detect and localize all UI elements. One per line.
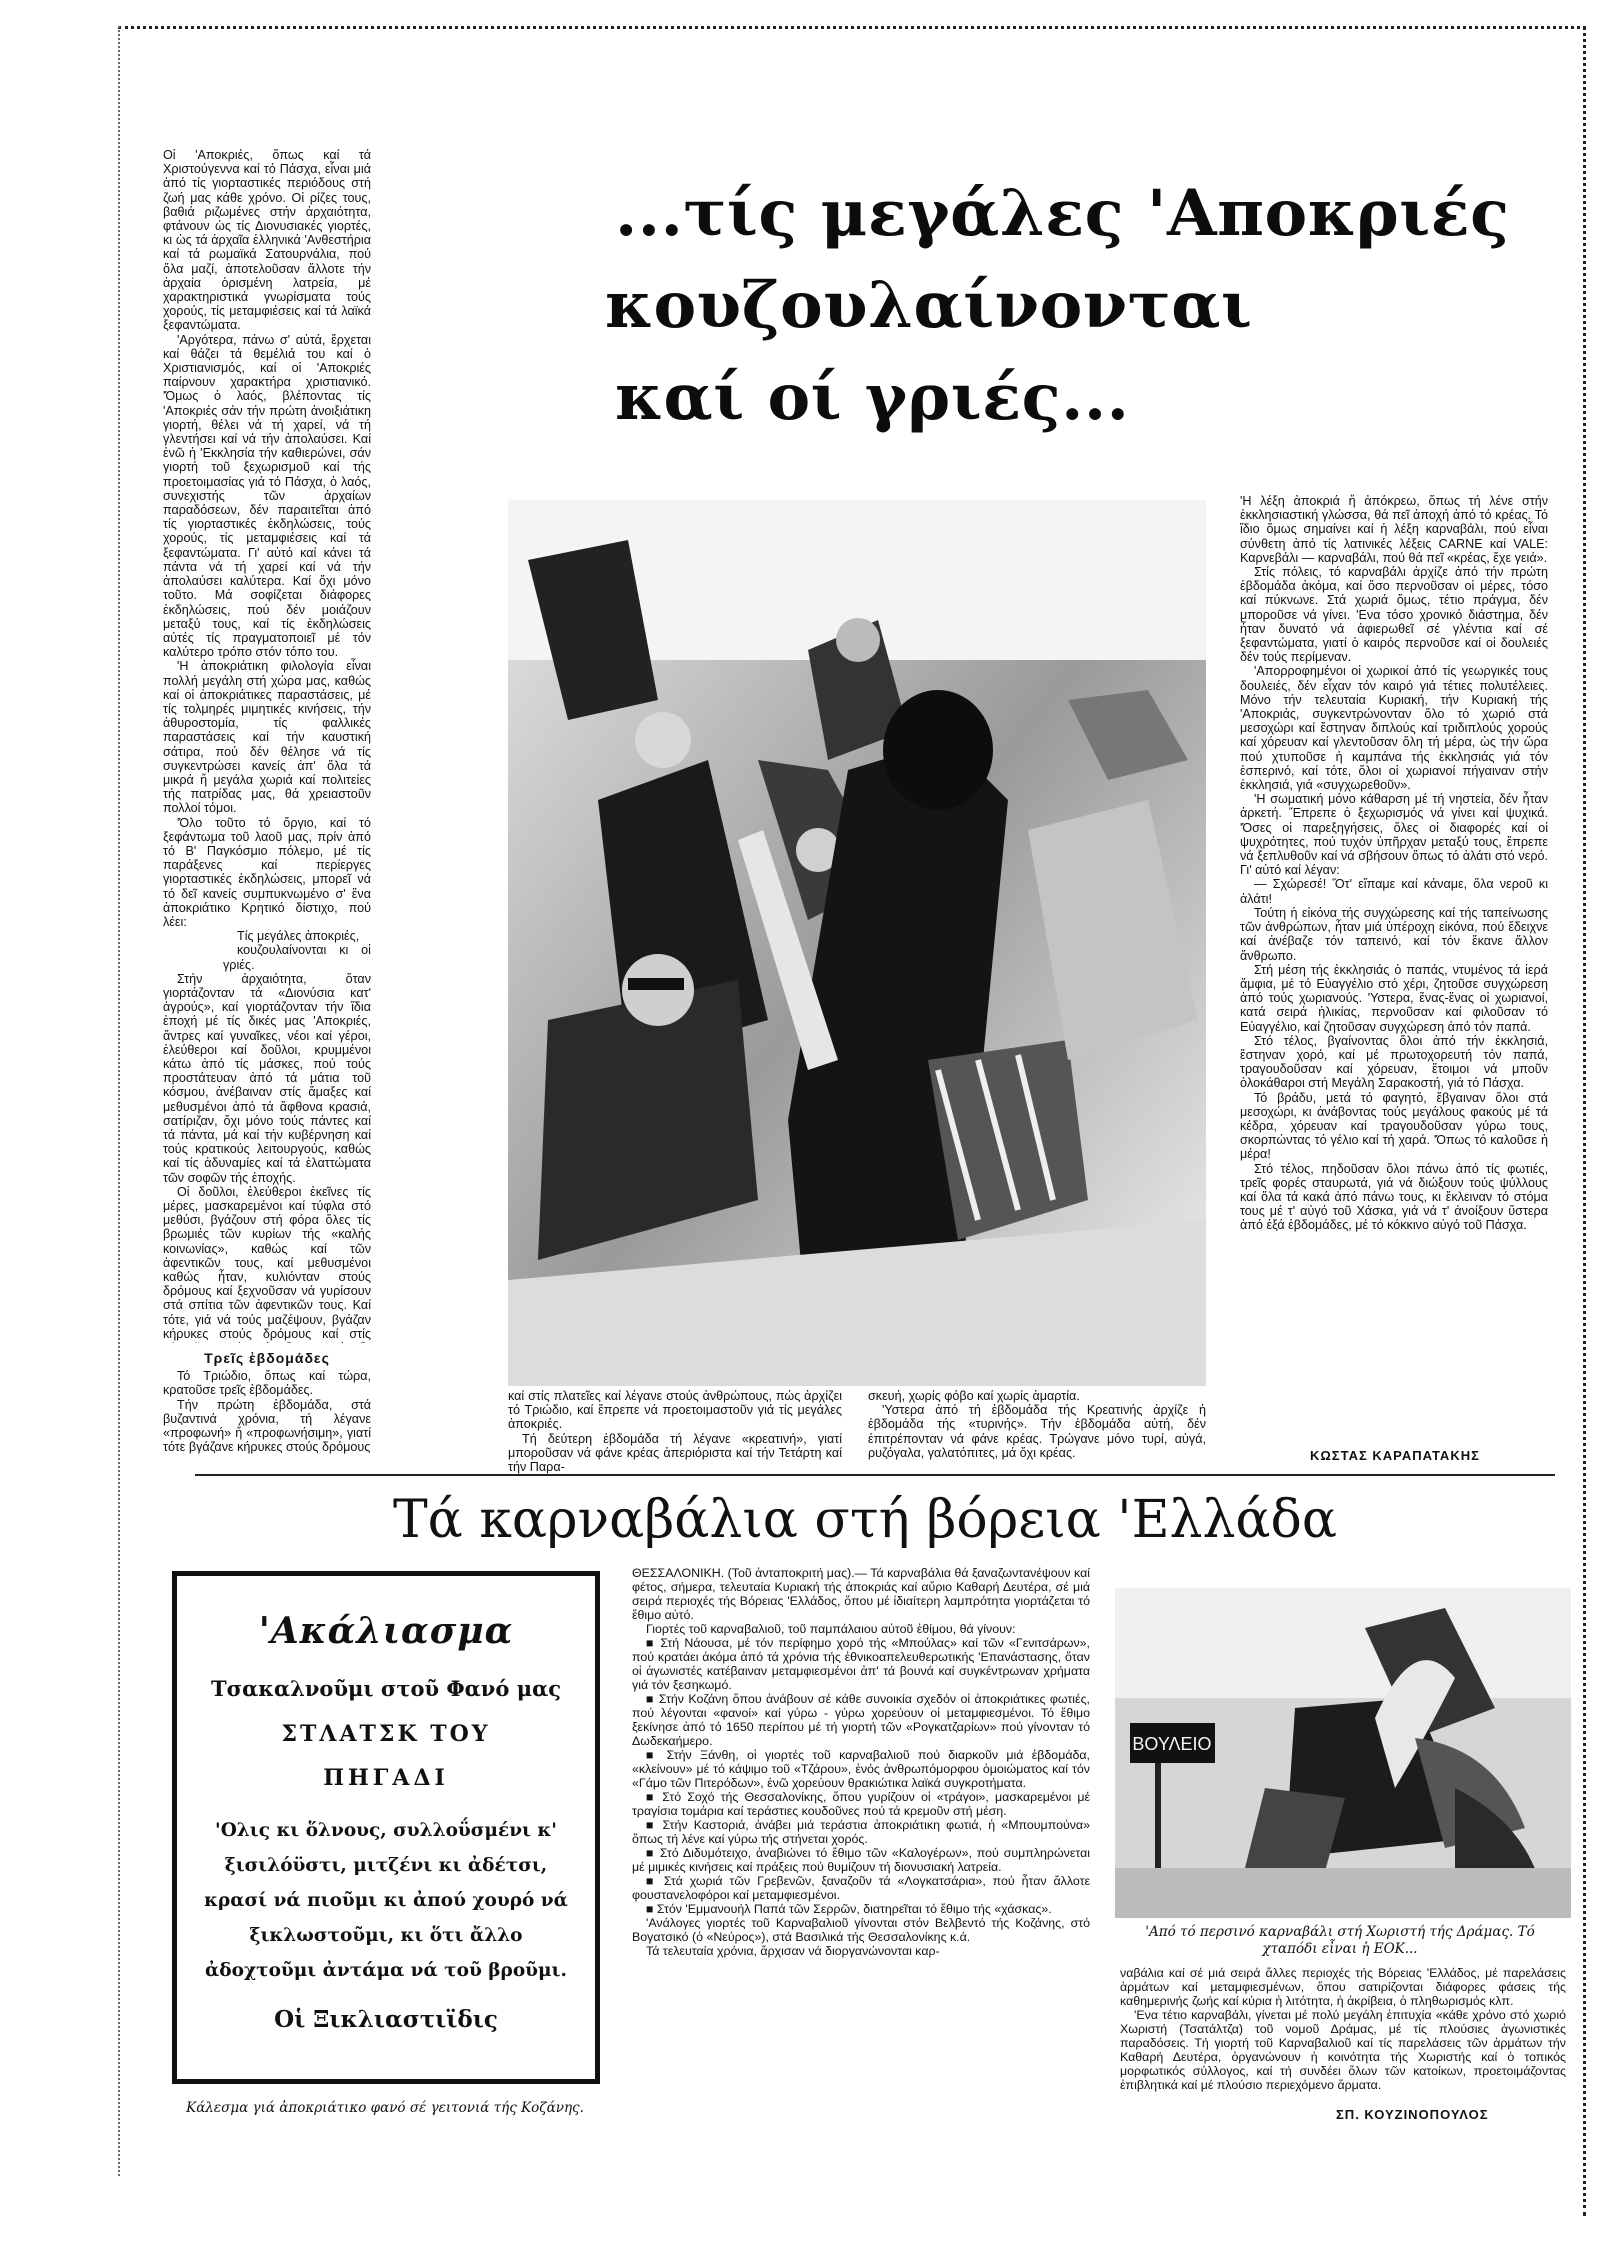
headline-line: ...τίς μεγάλες 'Αποκριές xyxy=(615,176,1510,251)
article1-column-4 xyxy=(1240,494,1548,1434)
headline-line: κουζουλαίνονται xyxy=(605,268,1253,343)
paragraph: Τή δεύτερη ἑβδομάδα τή λέγανε «κρεατινή», γιατί μποροῦσαν νά φάνε κρέας ἀπεριόριστα καί τήν Τετάρτη καί τήν Παρα- xyxy=(508,1431,842,1475)
carnival-photo-image xyxy=(508,500,1206,1386)
paragraph: Τούτη ἡ εἰκόνα τής συγχώρεσης καί τής ταπείνωσης τῶν ἀνθρώπων, ἦταν μιά ὑπέροχη εἰκόνα, πού ἔδειχνε καί ἀνέβαζε τόν ταπεινό, καί τόν ἔκανε ἄλλον ἄνθρωπο. xyxy=(1240,905,1548,963)
paragraph: Οἱ 'Αποκριές, ὅπως καί τά Χριστούγεννα καί τό Πάσχα, εἶναι μιά ἀπό τίς γιορταστικές περιόδους στή ζωή μας κάθε χρόνο. Οἱ ρίζες τους, βαθιά ριζωμένες στήν ἀρχαιότητα, φτάνουν ὡς τίς Διονυσιακές γιορτές, κι ὡς τά ἀρχαῖα ἑλληνικά 'Ανθεστήρια καί τά ρωμαϊκά Σατουρνάλια, πού ὅλα μαζί, ἀποτελοῦσαν ἄλλοτε τήν ἀρχαία ὁρισμένη λατρεία, μέ χαρακτηριστικά γνωρίσματα τούς χορούς, τίς μεταμφιέσεις καί τά λαϊκά ξεφαντώματα. xyxy=(163,148,371,333)
paragraph: ■ Στήν Ξάνθη, οἱ γιορτές τοῦ καρναβαλιοῦ πού διαρκοῦν μιά ἑβδομάδα, «κλείνουν» μέ τό κάψιμο τοῦ «Τζάρου», ἑνός ἀνθρωπόμορφου ὁμοιώματος καί τόν «Γάμο τῶν Πιτερόδων», ἐνῶ χορεύουν θρακιώτικα λαϊκά συγκροτήματα. xyxy=(632,1748,1090,1790)
paragraph: 'Η σωματική μόνο κάθαρση μέ τή νηστεία, δέν ἦταν ἀρκετή. Ἔπρεπε ὁ ξεχωρισμός νά γίνει καί ψυχικά. 'Όσες οἱ παρεξηγήσεις, ὅλες οἱ διαφορές καί οἱ ψυχρότητες, πού τυχόν ὑπῆρχαν μεταξύ τους, ἔπρεπε νά ξεπλυθοῦν καί νά σβήσουν ὅπως τό ἀλάτι στό νερό. Γι' αὐτό καί λέγαν: xyxy=(1240,792,1548,878)
paragraph: ■ Στήν Καστοριά, ἀνάβει μιά τεράστια ἀποκριάτικη φωτιά, ἡ «Μπουμπούνα» ὅπως τή λένε καί γύρω τής στήνεται χορός. xyxy=(632,1818,1090,1846)
paragraph: 'Όλο τοῦτο τό ὄργιο, καί τό ξεφάντωμα τοῦ λαοῦ μας, πρίν ἀπό τό Β' Παγκόσμιο πόλεμο, μέ τίς παράξενες καί περίεργες γιορταστικές ἐκδηλώσεις, μπορεῖ νά τό δεῖ κανείς συμπυκνωμένο σ' ἕνα ἀποκριάτικο Κρητικό δίστιχο, πού λέει: xyxy=(163,815,371,929)
paragraph: ■ Στό Διδυμότειχο, ἀναβιώνει τό ἔθιμο τῶν «Καλογέρων», πού συμπληρώνεται μέ μιμικές κινήσεις καί πράξεις πού θυμίζουν τή διονυσιακή λατρεία. xyxy=(632,1846,1090,1874)
paragraph: Στό τέλος, βγαίνοντας ὅλοι ἀπό τήν ἐκκλησιά, ἔστηναν χορό, καί μέ πρωτοχορευτή τόν παπά, τραγουδοῦσαν καί χόρευαν, ἕτοιμοι νά μποῦν ὁλοκάθαροι στή Μεγάλη Σαρακοστή, γιά τό Πάσχα. xyxy=(1240,1033,1548,1091)
paragraph: Στή μέση τής ἐκκλησιάς ὁ παπάς, ντυμένος τά ἱερά ἄμφια, μέ τό Εὐαγγέλιο στό χέρι, ζητοῦσε συγχώρεση ἀπό τούς χωριανούς. 'Υστερα, ἕνας-ἕνας οἱ χωριανοί, κατά σειρά ἡλικίας, περνοῦσαν καί φιλοῦσαν τό Εὐαγγέλιο, καί ζητοῦσαν συγχώρεση ἀπό τόν παπά. xyxy=(1240,962,1548,1034)
article2-column-1 xyxy=(632,1566,1090,2096)
paragraph: 'Αργότερα, πάνω σ' αὐτά, ἔρχεται καί θάζει τά θεμέλιά του καί ὁ Χριστιανισμός, καί οἱ 'Αποκριές παίρνουν χαρακτήρα χριστιανικό. 'Όμως ὁ λαός, βλέποντας τίς 'Αποκριές σάν τήν πρώτη ἀνοιξιάτικη γιορτή, θέλει νά τή χαρεί, νά τή γλεντήσει καί νά τήν ἀπολαύσει. Καί ἐνῶ ἡ 'Εκκλησία τήν καθιερώνει, σάν γιορτή τοῦ ξεχωρισμοῦ καί τής προετοιμασίας γιά τό Πάσχα, ὁ λαός, συνεχιστής τῶν ἀρχαίων παραδόσεων, δέν παραιτεῖται ἀπό τίς γιορταστικές ἐκδηλώσεις, τούς χορούς, τίς μεταμφιέσεις καί τά ξεφαντώματα. Γι' αὐτό καί κάνει τά πάντα νά τή χαρεί καί νά τήν ἀπολαύσει καλύτερα. Καί ὄχι μόνο τοῦτο. Μά σοφίζεται διάφορες ἐκδηλώσεις, πού δέν μοιάζουν μεταξύ τους, καί τίς ἐκδηλώσεις αὐτές τίς πραγματοποιεῖ μέ τόν καλύτερο τρόπο στόν τόπο του. xyxy=(163,332,371,660)
photo-sign-text: ΒΟΥΛΕΙΟ xyxy=(1132,1734,1212,1754)
paragraph: ■ Στό Σοχό τής Θεσσαλονίκης, ὅπου γυρίζουν οἱ «τράγοι», μασκαρεμένοι μέ τραγίσια τομάρια καί τεράστιες κουδοῦνες πού τά κρεμοῦν στή μέση. xyxy=(632,1790,1090,1818)
paragraph: Γιορτές τοῦ καρναβαλιοῦ, τοῦ παμπάλαιου αὐτοῦ ἐθίμου, θά γίνουν: xyxy=(646,1622,1016,1636)
paragraph: Οἱ δοῦλοι, ἐλεύθεροι ἐκεῖνες τίς μέρες, μασκαρεμένοι καί τύφλα στό μεθύσι, βγάζουν στή φόρα ὅλες τίς βρωμιές τῶν κυρίων τής «καλής κοινωνίας», καθώς καί τῶν ἀφεντικῶν τους, καί μεθυσμένοι καθώς ἦταν, κυλιόνταν στούς δρόμους καί ξεχνοῦσαν νά γυρίσουν στά σπίτια τῶν ἀφεντικῶν τους. Καί τότε, γιά νά τούς μαζέψουν, βγάζαν κήρυκες στούς δρόμους καί στίς xyxy=(163,1184,371,1341)
article1-byline: ΚΩΣΤΑΣ ΚΑΡΑΠΑΤΑΚΗΣ xyxy=(1310,1448,1480,1463)
headline-line: καί οί γριές... xyxy=(615,360,1130,435)
paragraph: ΘΕΣΣΑΛΟΝΙΚΗ. (Τοῦ ἀνταποκριτή μας).— Τά καρναβάλια θά ξαναζωντανέψουν καί φέτος, σήμερα, τελευταία Κυριακή τής ἀποκριάς καί αὔριο Καθαρή Δευτέρα, σέ μιά σειρά περιοχές τής Βόρειας 'Ελλάδος, ὅπου μέ ἰδιαίτερη λαμπρότητα γιορτάζεται τό ἔθιμο αὐτό. xyxy=(632,1566,1090,1622)
article1-column-3-bottom xyxy=(868,1389,1206,1460)
right-border xyxy=(1583,26,1586,2216)
invitation-ad xyxy=(172,1571,600,2084)
ad-title: 'Ακάλιασμα xyxy=(258,1610,514,1652)
poem-line: Τίς μεγάλες ἀποκριές, xyxy=(237,929,360,944)
paragraph: 'Απορροφημένοι οἱ χωρικοί ἀπό τίς γεωργικές τους δουλειές, δέν εἶχαν τόν καιρό γιά τέτιες πολυτέλειες. Μόνο τήν τελευταία Κυριακή, τήν Κυριακή τής 'Αποκριάς, συγκεντρώνονταν ὅλο τό χωριό στά μεσοχώρι καί ἔστηναν διπλούς καί τριδιπλούς χορούς καί χόρευαν καί γλεντοῦσαν ὅλη τή μέρα, ὡς τήν ὥρα πού χτυποῦσε ἡ καμπάνα τής ἐκκλησιάς γιά τόν ἑσπερινό, καί τότε, ὅλοι οἱ χωριανοί πήγαιναν στήν ἐκκλησιά, γιά «συγχωρεθοῦν». xyxy=(1240,664,1548,793)
paragraph: 'Ανάλογες γιορτές τοῦ Καρναβαλιοῦ γίνονται στόν Βελβεντό τής Κοζάνης, στό Βογατσικό (ὁ «Νεύρος»), στά Βασιλικά τής Θεσσαλονίκης κ.ά. xyxy=(632,1916,1090,1944)
paragraph: 'Υστερα ἀπό τή ἑβδομάδα τής Κρεατινής ἀρχίζε ἡ ἑβδομάδα τής «τυρινής». Τήν ἑβδομάδα αὐτή, δέν ἐπιτρέπονταν νά φάνε κρέας. Τρώγανε μόνο τυρί, αὐγά, ρυζόγαλα, γαλατόπιτες, μά ὄχι κρέας. xyxy=(868,1403,1206,1460)
paragraph: ■ Στόν 'Εμμανουήλ Παπά τῶν Σερρῶν, διατηρεῖται τό ἔθιμο τής «χάσκας». xyxy=(646,1902,1052,1916)
chorisi-carnival-photo xyxy=(1115,1588,1571,1918)
paragraph: σκευή, χωρίς φόβο καί χωρίς ἁμαρτία. xyxy=(868,1389,1080,1403)
paragraph: 'Ενα τέτιο καρναβάλι, γίνεται μέ πολύ μεγάλη ἐπιτυχία «κάθε χρόνο στό χωριό Χωριστή (Τσατάλτζα) τοῦ νομοῦ Δράμας, μέ τίς πλούσιες ἀγωνιστικές παραδόσεις. Τή γιορτή τοῦ Καρναβαλιοῦ καί τίς παρελάσεις τῶν ἁρμάτων τήν Καθαρή Δευτέρα, ὀργανώνουν ἡ κοινότητα τής Χωριστής καί ὁ τοπικός μορφωτικός σύλλογος, καί τή συνδέει ὅλων τῶν κατοίκων, προετοιμάζοντας ἐπιβλητικά καί μέ πλούσιο περιεχόμενο ἅρματα. xyxy=(1120,2008,1566,2092)
ad-signature: Οἱ Ξικλιαστιϊδις xyxy=(274,2006,498,2033)
paragraph: 'Η ἀποκριάτικη φιλολογία εἶναι πολλή μεγάλη στή χώρα μας, καθώς καί οἱ ἀποκριάτικες παραστάσεις, μέ τίς τολμηρές μιμητικές κινήσεις, τήν ἀθυροστομία, τίς φαλλικές παραστάσεις καί τήν καυστική σάτιρα, πού δέν θέλησε νά τίς συγκεντρώσει κανείς ἀπ' ὅλα τά μικρά ἤ μεγάλα χωριά καί πολιτείες τής πατρίδας μας, θά χρειαστοῦν πολλοί τόμοι. xyxy=(163,659,371,816)
article1-column-1-tail xyxy=(163,1345,371,1454)
paragraph: Στίς πόλεις, τό καρναβάλι ἀρχίζε ἀπό τήν πρώτη ἑβδομάδα ἀκόμα, καί ὅσο περνοῦσαν οἱ μέρες, τόσο καί πύκνωνε. Στά χωριά ὅμως, τέτιο πράγμα, δέν μποροῦσε νά γίνει. 'Ενα τόσο χρονικό διάστημα, δέν ἦταν δυνατό νά ἀφιερωθεῖ σέ γλέντια καί σέ ξεφαντώματα, γιατί ὁ καιρός περνοῦσε καί οἱ δουλειές δέν τούς περίμεναν. xyxy=(1240,565,1548,665)
paragraph: Στήν ἀρχαιότητα, ὅταν γιορτάζονταν τά «Διονύσια κατ' ἀγρούς», καί γιορτάζονταν τήν ἴδια ἐποχή μέ τίς δικές μας 'Αποκριές, ἄντρες καί γυναῖκες, νέοι καί γέροι, ἐλεύθεροι καί δοῦλοι, κρυμμένοι κάτω ἀπό τίς μάσκες, πού τούς προστάτευαν ἀπό τά μάτια τοῦ κόσμου, ἀνέβαιναν στίς ἅμαξες καί μεθυσμένοι ἀπό τά ἄφθονα κρασιά, σατίριζαν, ὄχι μόνο τούς πάντες καί τά πάντα, μά καί τήν κυβέρνηση καί τούς κρατικούς λειτουργούς, καθώς καί τίς ἀδυναμίες καί τά ἐλαττώματα τῶν σοφῶν τής ἐποχής. xyxy=(163,971,371,1185)
paragraph: ναβάλια καί σέ μιά σειρά ἄλλες περιοχές τής Βόρειας 'Ελλάδος, μέ παρελάσεις ἁρμάτων καί μεταμφιεσμένων, ὅπου σατιρίζονται διάφορες φάσεις τής καθημερινής ζωής καί κύρια ἡ λιτότητα, ἡ ἀκρίβεια, ὁ πληθωρισμός κλπ. xyxy=(1120,1966,1566,2008)
article2-headline: Τά καρναβάλια στή βόρεια 'Ελλάδα xyxy=(393,1490,1337,1550)
paragraph: 'Η λέξη ἀποκριά ἤ ἀπόκρεω, ὅπως τή λένε στήν ἐκκλησιαστική γλώσσα, θά πεῖ ἀποχή ἀπό τό κρέας. Τό ἴδιο ὅμως σημαίνει καί ἡ λέξη καρναβάλι, πού εἶναι σύνθετη ἀπό τίς λατινικές λέξεις CARNE καί VALE: Καρνεβάλι — καρναβάλι, πού θά πεῖ «κρέας, ἔχε γειά». xyxy=(1240,494,1548,565)
carnival-photo xyxy=(508,500,1206,1386)
left-border xyxy=(118,26,120,2176)
paragraph: καί στίς πλατεῖες καί λέγανε στούς ἀνθρώπους, πώς ἀρχίζει τό Τριώδιο, καί ἔπρεπε νά προετοιμαστοῦν γιά τίς μεγάλες ἀποκριές. xyxy=(508,1389,842,1432)
paragraph: Τό βράδυ, μετά τό φαγητό, ἔβγαιναν ὅλοι στά μεσοχώρι, κι ἀνάβοντας τούς μεγάλους φακούς μέ τά κέδρα, χόρευαν καί τραγουδοῦσαν γύρω τους, σκορπώντας τό γέλιο καί τή χαρά. 'Όπως τό καλοῦσε ἡ μέρα! xyxy=(1240,1090,1548,1162)
poem-line: κουζουλαίνονται κι οἱ γριές. xyxy=(223,943,371,972)
top-border xyxy=(118,26,1580,29)
paragraph: Τήν πρώτη ἑβδομάδα, στά βυζαντινά χρόνια, τή λέγανε «προφωνή» ἤ «προφωνήσιμη», γιατί τότε βγάζανε κήρυκες στούς δρόμους xyxy=(163,1397,371,1455)
ad-caption: Κάλεσμα γιά ἀποκριάτικο φανό σέ γειτονιά τής Κοζάνης. xyxy=(186,2100,584,2116)
article1-column-2-bottom xyxy=(508,1389,842,1474)
article1-column-1 xyxy=(163,148,371,1343)
ad-line: ΣΤΛΑΤΣΚ ΤΟΥ xyxy=(281,1721,491,1747)
paragraph: ■ Στήν Κοζάνη ὅπου ἀνάβουν σέ κάθε συνοικία σχεδόν οἱ ἀποκριάτικες φωτιές, πού λέγονται «φανοί» καί γύρω - γύρω χορεύουν οἱ μεταμφιεσμένοι. Τό ἔθιμο ξεκίνησε ἀπό τό 1650 περίπου μέ τή γιορτή τῶν «Ρογκατζαρίων» πού γίνονταν τό Δωδεκαήμερο. xyxy=(632,1692,1090,1748)
paragraph: — Σχώρεσέ! Ὅτ' εἴπαμε καί κάναμε, ὅλα νεροῦ κι ἀλάτι! xyxy=(1240,877,1548,906)
article2-byline: ΣΠ. ΚΟΥΖΙΝΟΠΟΥΛΟΣ xyxy=(1336,2107,1489,2122)
main-headline xyxy=(605,168,1575,444)
paragraph: Τό Τριώδιο, ὅπως καί τώρα, κρατοῦσε τρεῖς ἑβδομάδες. xyxy=(163,1369,371,1398)
paragraph: ■ Στή Νάουσα, μέ τόν περίφημο χορό τής «Μπούλας» καί τῶν «Γενιτσάρων», πού κρατάει ἀκόμα ἀπό τά χρόνια τής ἐθνικοαπελευθερωτικής 'Επανάστασης, ὅταν οἱ ἀγωνιστές κατέβαιναν μεταμφιεσμένοι ἀπ' τά βουνά καί συγκέντρωναν χρήματα γιά τόν ξεσηκωμό. xyxy=(632,1636,1090,1692)
subheading: Τρεῖς ἑβδομάδες xyxy=(204,1350,330,1366)
section-divider xyxy=(195,1474,1555,1476)
paragraph: Τά τελευταία χρόνια, ἄρχισαν νά διοργανώνονται καρ- xyxy=(646,1944,940,1958)
chorisi-photo-image xyxy=(1115,1588,1571,1918)
paragraph: ■ Στά χωριά τῶν Γρεβενῶν, ξαναζοῦν τά «Λογκατσάρια», πού ἦταν ἄλλοτε φουστανελοφόροι καί μεταμφιεσμένοι. xyxy=(632,1874,1090,1902)
paragraph: Στό τέλος, πηδοῦσαν ὅλοι πάνω ἀπό τίς φωτιές, τρεῖς φορές σταυρωτά, γιά νά διώξουν τούς ψύλλους καί ὅλα τά κακά ἀπό πάνω τους, κι ἔκλειναν τό στόμα τους μέ τ' αὐγό τοῦ Χάσκα, γιά νά τ' ἀνοίξουν ὕστερα ἀπό ἑξά ἑβδομάδες, μέ τό κόκκινο αὐγό τοῦ Πάσχα. xyxy=(1240,1161,1548,1233)
ad-line: Τσακαλνοῦμι στοῦ Φανό μας xyxy=(210,1676,562,1701)
ad-body: 'Ολις κι ὅλνους, συλλοΰσμένι κ' ξισιλόϋστι, μιτζένι κι ἀδέτσι, κρασί νά πιοῦμι κι ἀπού χουρό νά ξικλωστοῦμι, κι ὅτι ἄλλο ἀδοχτοῦμι ἀντάμα νά τοῦ βροῦμι. xyxy=(204,1820,568,1981)
photo-caption: 'Από τό περσινό καρναβάλι στή Χωριστή τής Δράμας. Τό χταπόδι εἶναι ἡ ΕΟΚ... xyxy=(1145,1924,1535,1957)
article2-column-2 xyxy=(1120,1966,1566,2092)
ad-line: ΠΗΓΑΔΙ xyxy=(323,1765,449,1791)
